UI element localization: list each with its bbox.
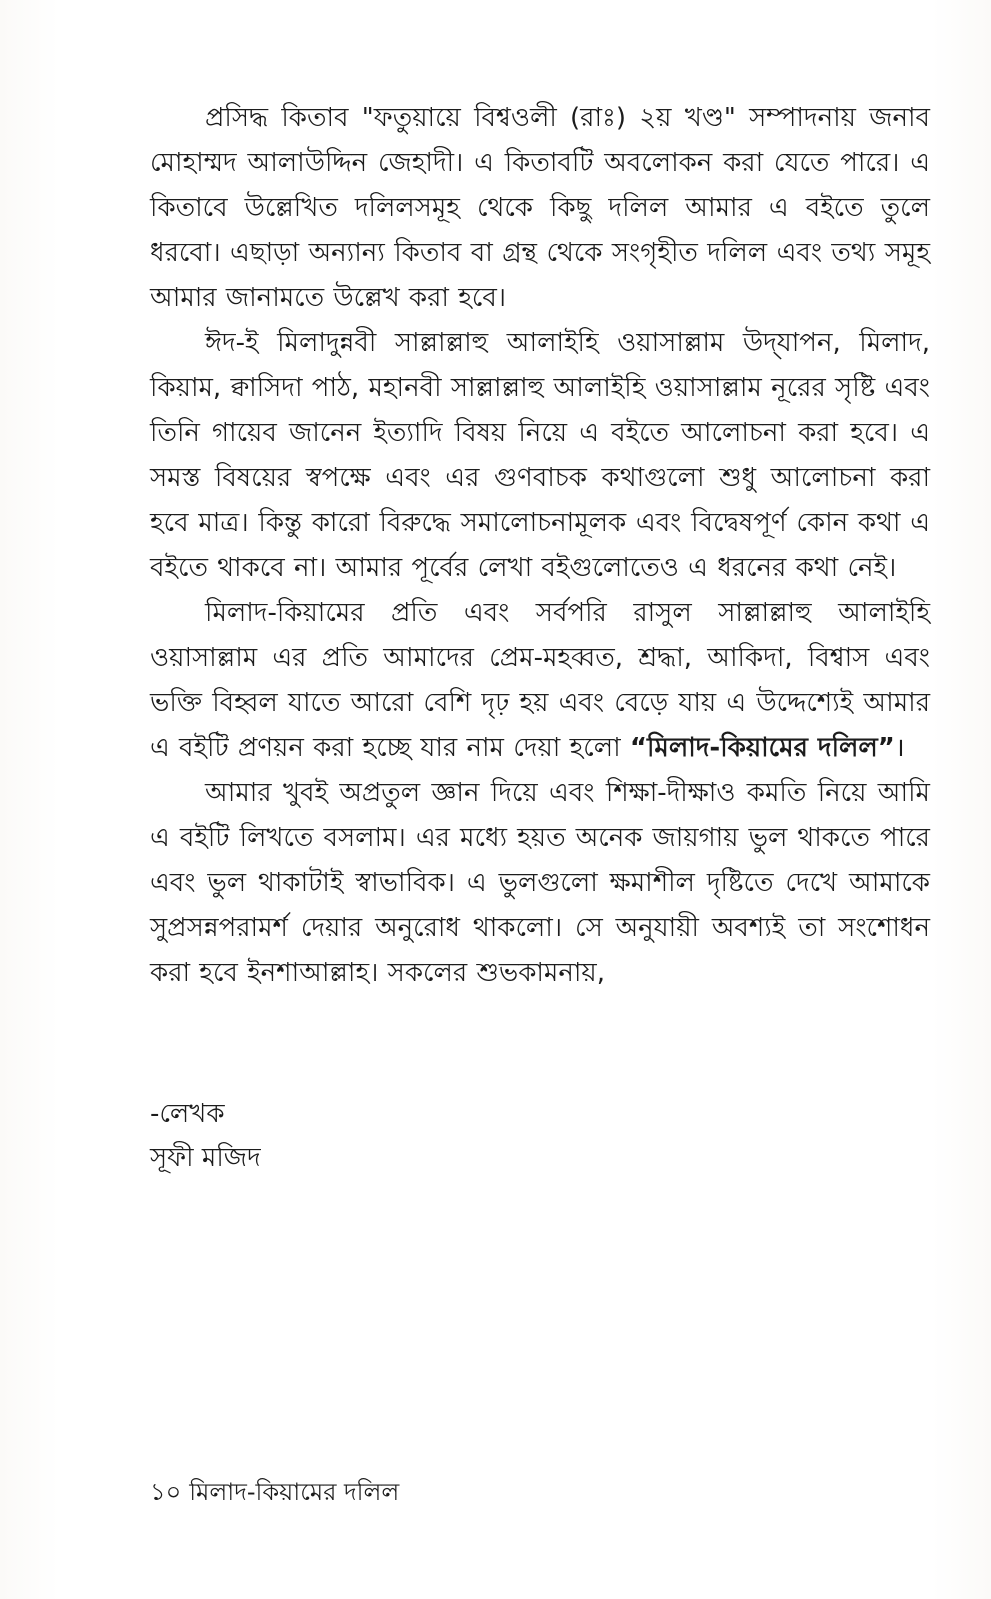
paragraph-2: ঈদ-ই মিলাদুন্নবী সাল্লাল্লাহু আলাইহি ওয়াসাল্লাম উদ্‌যাপন, মিলাদ, কিয়াম, ক্বাসিদা পাঠ, মহানবী সাল্লাল্লাহু আলাইহি ওয়াসাল্লাম নূরের সৃষ্টি এবং তিনি গায়েব জানেন ইত্যাদি বিষয় নিয়ে এ বইতে আলোচনা করা হবে। এ সমস্ত বিষয়ের স্বপক্ষে এবং এর গুণবাচক কথাগুলো শুধু আলোচনা করা হবে মাত্র। কিন্তু কারো বিরুদ্ধে সমালোচনামূলক এবং বিদ্বেষপূর্ণ কোন কথা এ বইতে থাকবে না। আমার পূর্বের লেখা বইগুলোতেও এ ধরনের কথা নেই। — [150, 328, 930, 583]
paragraph-3 — [150, 591, 930, 771]
paragraph-3-text: মিলাদ-কিয়ামের প্রতি এবং সর্বপরি রাসুল সাল্লাল্লাহু আলাইহি ওয়াসাল্লাম এর প্রতি আমাদের প্রেম-মহব্বত, শ্রদ্ধা, আকিদা, বিশ্বাস এবং ভক্তি বিহ্বল যাতে আরো বেশি দৃঢ় হয় এবং বেড়ে যায় এ উদ্দেশ্যেই আমার এ বইটি প্রণয়ন করা হচ্ছে যার নাম দেয়া হলো — [150, 598, 930, 763]
paragraph-4: আমার খুবই অপ্রতুল জ্ঞান দিয়ে এবং শিক্ষা-দীক্ষাও কমতি নিয়ে আমি এ বইটি লিখতে বসলাম। এর মধ্যে হয়ত অনেক জায়গায় ভুল থাকতে পারে এবং ভুল থাকাটাই স্বাভাবিক। এ ভুলগুলো ক্ষমাশীল দৃষ্টিতে দেখে আমাকে সুপ্রসন্নপরামর্শ দেয়ার অনুরোধ থাকলো। সে অনুযায়ী অবশ্যই তা সংশোধন করা হবে ইনশাআল্লাহ। সকলের শুভকামনায়, — [150, 778, 930, 988]
page-number: ১০ — [150, 1478, 182, 1506]
paragraph-3-end: । — [894, 733, 905, 763]
book-title-quote: “মিলাদ-কিয়ামের দলিল” — [629, 733, 895, 763]
running-title: মিলাদ-কিয়ামের দলিল — [189, 1478, 400, 1506]
paragraph-1: প্রসিদ্ধ কিতাব "ফতুয়ায়ে বিশ্বওলী (রাঃ) ২য় খণ্ড" সম্পাদনায় জনাব মোহাম্মদ আলাউদ্দিন জেহাদী। এ কিতাবটি অবলোকন করা যেতে পারে। এ কিতাবে উল্লেখিত দলিলসমূহ থেকে কিছু দলিল আমার এ বইতে তুলে ধরবো। এছাড়া অন্যান্য কিতাব বা গ্রন্থ থেকে সংগৃহীত দলিল এবং তথ্য সমূহ আমার জানামতে উল্লেখ করা হবে। — [150, 103, 930, 313]
author-name: সূফী মজিদ — [150, 1143, 261, 1173]
author-signoff — [150, 1092, 261, 1180]
author-role: -লেখক — [150, 1099, 225, 1129]
page-footer — [150, 1476, 407, 1508]
body-text — [150, 96, 930, 996]
